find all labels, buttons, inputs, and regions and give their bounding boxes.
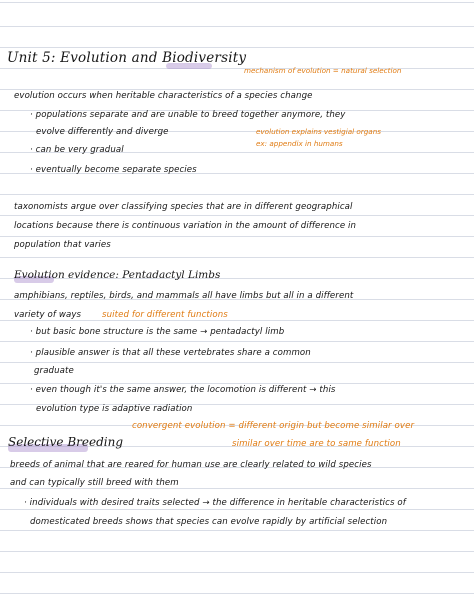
- page-title: Unit 5: Evolution and Biodiversity: [7, 50, 247, 66]
- breeds-line-1: breeds of animal that are reared for human use are clearly related to wild species: [10, 460, 372, 470]
- taxonomists-line-3: population that varies: [14, 240, 111, 250]
- mechanism-note: mechanism of evolution = natural selection: [244, 66, 402, 75]
- heading-evidence: Evolution evidence: Pentadactyl Limbs: [14, 269, 221, 281]
- limbs-line-2b: suited for different functions: [102, 310, 228, 320]
- limbs-bone: · but basic bone structure is the same → pentadactyl limb: [30, 327, 285, 337]
- bullet-eventually: · eventually become separate species: [30, 165, 197, 175]
- limbs-line-1: amphibians, reptiles, birds, and mammals all have limbs but all in a different: [14, 291, 354, 301]
- convergent-line-2: similar over time are to same function: [232, 439, 401, 449]
- title-highlight: [166, 63, 212, 69]
- limbs-line-2a: variety of ways: [14, 310, 82, 320]
- bullet-gradual: · can be very gradual: [30, 145, 124, 155]
- limbs-plausible: · plausible answer is that all these vertebrates share a common: [30, 348, 311, 358]
- note-vestigial: evolution explains vestigial organs: [256, 127, 381, 136]
- intro-line: evolution occurs when heritable characteristics of a species change: [14, 91, 313, 101]
- breeds-line-4: domesticated breeds shows that species can evolve rapidly by artificial selection: [30, 517, 388, 527]
- breeds-line-3: · individuals with desired traits selected → the difference in heritable characteristics of: [24, 498, 406, 508]
- bullet-populations-cont: evolve differently and diverge: [36, 127, 169, 137]
- bullet-populations: · populations separate and are unable to breed together anymore, they: [30, 110, 346, 120]
- limbs-radiation: evolution type is adaptive radiation: [36, 404, 193, 414]
- heading-selective: Selective Breeding: [8, 435, 124, 449]
- convergent-line-1: convergent evolution = different origin but become similar over: [132, 421, 415, 431]
- limbs-graduate: graduate: [34, 366, 74, 376]
- limbs-eventhough: · even though it's the same answer, the locomotion is different → this: [30, 385, 336, 395]
- note-appendix: ex: appendix in humans: [256, 139, 343, 148]
- breeds-line-2: and can typically still breed with them: [10, 478, 179, 488]
- taxonomists-line-2: locations because there is continuous variation in the amount of difference in: [14, 221, 357, 231]
- taxonomists-line-1: taxonomists argue over classifying species that are in different geographical: [14, 202, 353, 212]
